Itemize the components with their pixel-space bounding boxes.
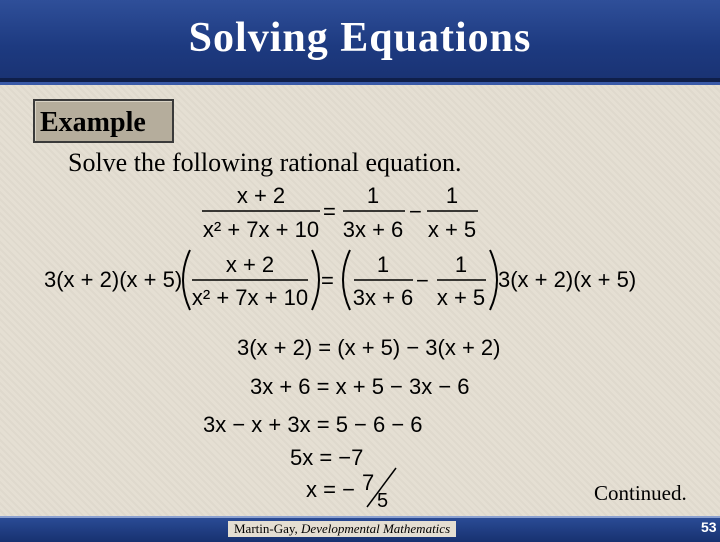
eq1-left-numerator: x + 2: [236, 183, 286, 208]
eq2-left-numerator: x + 2: [225, 252, 275, 277]
eq2-left-paren-open: [183, 250, 190, 310]
page-number: 53: [701, 519, 717, 535]
eq1-equals: =: [323, 199, 336, 224]
eq1-mid-numerator: 1: [366, 183, 380, 208]
eq2-minus: −: [416, 268, 429, 293]
eq2-right-paren-close: [490, 250, 497, 310]
eq1-mid-denominator: 3x + 6: [342, 217, 404, 242]
footer-book: Developmental Mathematics: [301, 521, 451, 536]
eq2-left-paren-close: [312, 250, 319, 310]
eq2-equals: =: [321, 268, 334, 293]
continued-note: Continued.: [594, 481, 687, 505]
eq-line-3: 3(x + 2) = (x + 5) − 3(x + 2): [237, 335, 501, 360]
example-label: Example: [40, 107, 146, 138]
eq2-right-paren-open: [343, 250, 350, 310]
equation-2: [44, 250, 636, 310]
problem-prompt: Solve the following rational equation.: [68, 148, 462, 177]
eq-line-5: 3x − x + 3x = 5 − 6 − 6: [203, 412, 423, 437]
eq2-mid-numerator: 1: [376, 252, 390, 277]
slide-title: Solving Equations: [188, 15, 532, 61]
eq1-minus: −: [409, 199, 422, 224]
eq2-right-numerator: 1: [454, 252, 468, 277]
eq-line-6: 5x = −7: [290, 445, 364, 470]
equation-1: [202, 183, 478, 242]
footer-author: Martin-Gay,: [234, 521, 302, 536]
eq2-prefix: 3(x + 2)(x + 5): [44, 267, 183, 292]
eq-line-7: [306, 468, 396, 512]
eq-line-7-left: x = −: [306, 477, 355, 502]
eq1-left-denominator: x² + 7x + 10: [202, 217, 320, 242]
eq2-right-denominator: x + 5: [436, 285, 486, 310]
eq2-suffix: 3(x + 2)(x + 5): [498, 267, 637, 292]
eq2-mid-denominator: 3x + 6: [352, 285, 414, 310]
eq2-left-denominator: x² + 7x + 10: [191, 285, 309, 310]
eq-line-4: 3x + 6 = x + 5 − 3x − 6: [250, 374, 470, 399]
eq1-right-numerator: 1: [445, 183, 459, 208]
eq-line-7-denominator: 5: [377, 490, 389, 512]
eq-line-7-numerator: 7: [362, 470, 375, 495]
eq1-right-denominator: x + 5: [427, 217, 477, 242]
footer-credit: [228, 521, 456, 537]
